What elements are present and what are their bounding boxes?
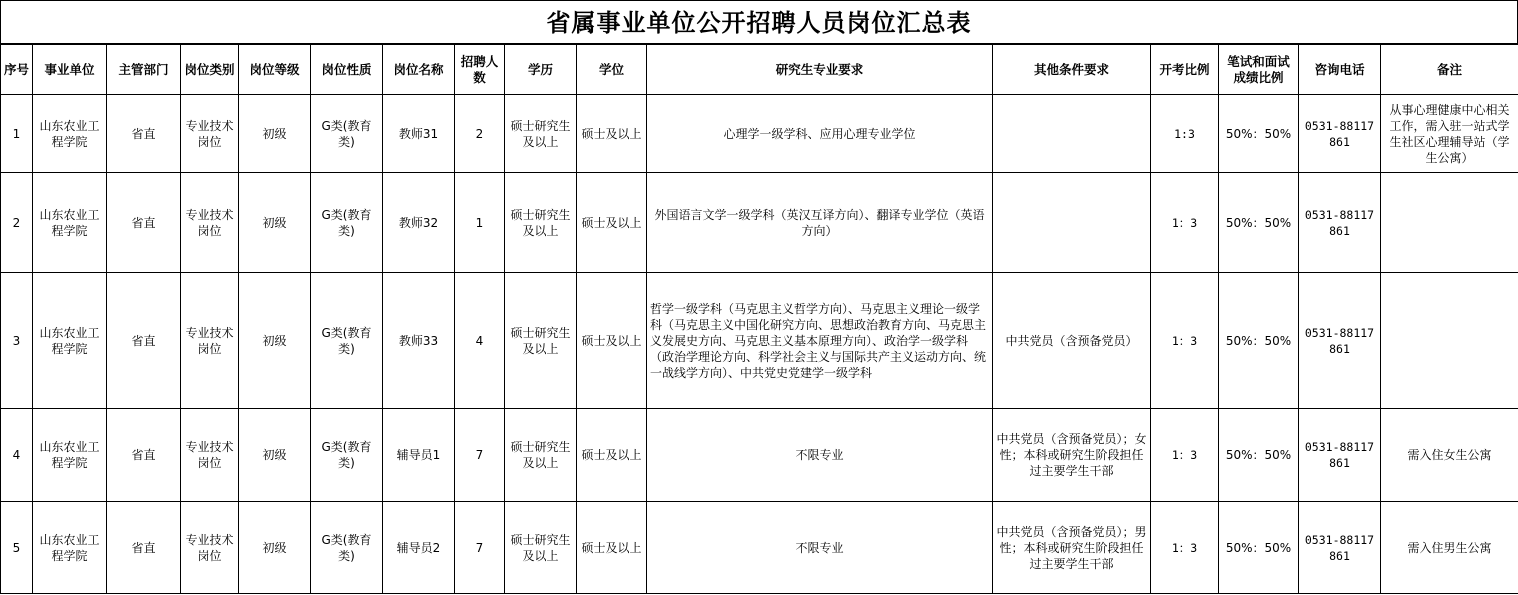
cell-count: 1 [455, 173, 505, 273]
cell-note: 从事心理健康中心相关工作，需入驻一站式学生社区心理辅导站（学生公寓） [1381, 95, 1518, 173]
cell-degree: 硕士及以上 [577, 409, 647, 502]
cell-no: 4 [1, 409, 33, 502]
table-row [1, 409, 1518, 502]
cell-level: 初级 [239, 502, 311, 594]
cell-unit: 山东农业工程学院 [33, 173, 107, 273]
cell-note: 需入住男生公寓 [1381, 502, 1518, 594]
cell-level: 初级 [239, 95, 311, 173]
cell-dept: 省直 [107, 273, 181, 409]
cell-score: 50%：50% [1219, 173, 1299, 273]
cell-level: 初级 [239, 173, 311, 273]
header-note: 备注 [1381, 45, 1518, 95]
cell-dept: 省直 [107, 173, 181, 273]
header-phone: 咨询电话 [1299, 45, 1381, 95]
cell-phone: 0531-88117861 [1299, 95, 1381, 173]
cell-level: 初级 [239, 273, 311, 409]
cell-note [1381, 273, 1518, 409]
header-major: 研究生专业要求 [647, 45, 993, 95]
cell-nature: G类(教育类) [311, 502, 383, 594]
cell-unit: 山东农业工程学院 [33, 273, 107, 409]
cell-count: 7 [455, 502, 505, 594]
cell-nature: G类(教育类) [311, 173, 383, 273]
cell-unit: 山东农业工程学院 [33, 95, 107, 173]
header-dept: 主管部门 [107, 45, 181, 95]
cell-major: 哲学一级学科（马克思主义哲学方向）、马克思主义理论一级学科（马克思主义中国化研究方向、思想政治教育方向、马克思主义发展史方向、马克思主义基本原理方向）、政治学一级学科（政治学理论方向、科学社会主义与国际共产主义运动方向、统一战线学方向）、中共党史党建学一级学科 [647, 273, 993, 409]
header-degree: 学位 [577, 45, 647, 95]
header-level: 岗位等级 [239, 45, 311, 95]
table-row [1, 502, 1518, 594]
header-ratio: 开考比例 [1151, 45, 1219, 95]
cell-unit: 山东农业工程学院 [33, 502, 107, 594]
cell-phone: 0531-88117861 [1299, 409, 1381, 502]
cell-other [993, 95, 1151, 173]
header-other: 其他条件要求 [993, 45, 1151, 95]
cell-ratio: 1:3 [1151, 95, 1219, 173]
cell-major: 不限专业 [647, 502, 993, 594]
cell-phone: 0531-88117861 [1299, 273, 1381, 409]
cell-edu: 硕士研究生及以上 [505, 95, 577, 173]
header-post: 岗位名称 [383, 45, 455, 95]
cell-other: 中共党员（含预备党员） [993, 273, 1151, 409]
cell-count: 2 [455, 95, 505, 173]
cell-category: 专业技术岗位 [181, 95, 239, 173]
cell-edu: 硕士研究生及以上 [505, 273, 577, 409]
cell-score: 50%：50% [1219, 409, 1299, 502]
cell-post: 教师31 [383, 95, 455, 173]
cell-category: 专业技术岗位 [181, 409, 239, 502]
cell-degree: 硕士及以上 [577, 173, 647, 273]
page-title: 省属事业单位公开招聘人员岗位汇总表 [0, 0, 1518, 44]
cell-no: 2 [1, 173, 33, 273]
positions-table [0, 44, 1518, 594]
cell-ratio: 1：3 [1151, 409, 1219, 502]
header-nature: 岗位性质 [311, 45, 383, 95]
cell-other: 中共党员（含预备党员）；男性；本科或研究生阶段担任过主要学生干部 [993, 502, 1151, 594]
cell-count: 7 [455, 409, 505, 502]
cell-dept: 省直 [107, 409, 181, 502]
cell-score: 50%：50% [1219, 502, 1299, 594]
cell-score: 50%：50% [1219, 273, 1299, 409]
cell-major: 不限专业 [647, 409, 993, 502]
header-score: 笔试和面试成绩比例 [1219, 45, 1299, 95]
cell-major: 心理学一级学科、应用心理专业学位 [647, 95, 993, 173]
cell-note [1381, 173, 1518, 273]
header-category: 岗位类别 [181, 45, 239, 95]
header-edu: 学历 [505, 45, 577, 95]
cell-nature: G类(教育类) [311, 273, 383, 409]
cell-note: 需入住女生公寓 [1381, 409, 1518, 502]
cell-dept: 省直 [107, 95, 181, 173]
cell-other [993, 173, 1151, 273]
table-row [1, 173, 1518, 273]
cell-ratio: 1：3 [1151, 173, 1219, 273]
cell-post: 辅导员2 [383, 502, 455, 594]
cell-score: 50%：50% [1219, 95, 1299, 173]
cell-no: 5 [1, 502, 33, 594]
cell-ratio: 1：3 [1151, 273, 1219, 409]
cell-degree: 硕士及以上 [577, 502, 647, 594]
cell-degree: 硕士及以上 [577, 273, 647, 409]
cell-no: 1 [1, 95, 33, 173]
cell-other: 中共党员（含预备党员）；女性；本科或研究生阶段担任过主要学生干部 [993, 409, 1151, 502]
cell-post: 教师33 [383, 273, 455, 409]
cell-edu: 硕士研究生及以上 [505, 409, 577, 502]
cell-edu: 硕士研究生及以上 [505, 502, 577, 594]
cell-phone: 0531-88117861 [1299, 502, 1381, 594]
table-row [1, 273, 1518, 409]
header-row [1, 45, 1518, 95]
cell-no: 3 [1, 273, 33, 409]
cell-nature: G类(教育类) [311, 95, 383, 173]
cell-post: 辅导员1 [383, 409, 455, 502]
cell-category: 专业技术岗位 [181, 502, 239, 594]
cell-ratio: 1：3 [1151, 502, 1219, 594]
cell-category: 专业技术岗位 [181, 173, 239, 273]
table-row [1, 95, 1518, 173]
cell-phone: 0531-88117861 [1299, 173, 1381, 273]
cell-unit: 山东农业工程学院 [33, 409, 107, 502]
cell-dept: 省直 [107, 502, 181, 594]
cell-post: 教师32 [383, 173, 455, 273]
header-no: 序号 [1, 45, 33, 95]
cell-major: 外国语言文学一级学科（英汉互译方向）、翻译专业学位（英语方向） [647, 173, 993, 273]
cell-edu: 硕士研究生及以上 [505, 173, 577, 273]
cell-count: 4 [455, 273, 505, 409]
cell-level: 初级 [239, 409, 311, 502]
header-count: 招聘人数 [455, 45, 505, 95]
cell-degree: 硕士及以上 [577, 95, 647, 173]
cell-nature: G类(教育类) [311, 409, 383, 502]
cell-category: 专业技术岗位 [181, 273, 239, 409]
header-unit: 事业单位 [33, 45, 107, 95]
